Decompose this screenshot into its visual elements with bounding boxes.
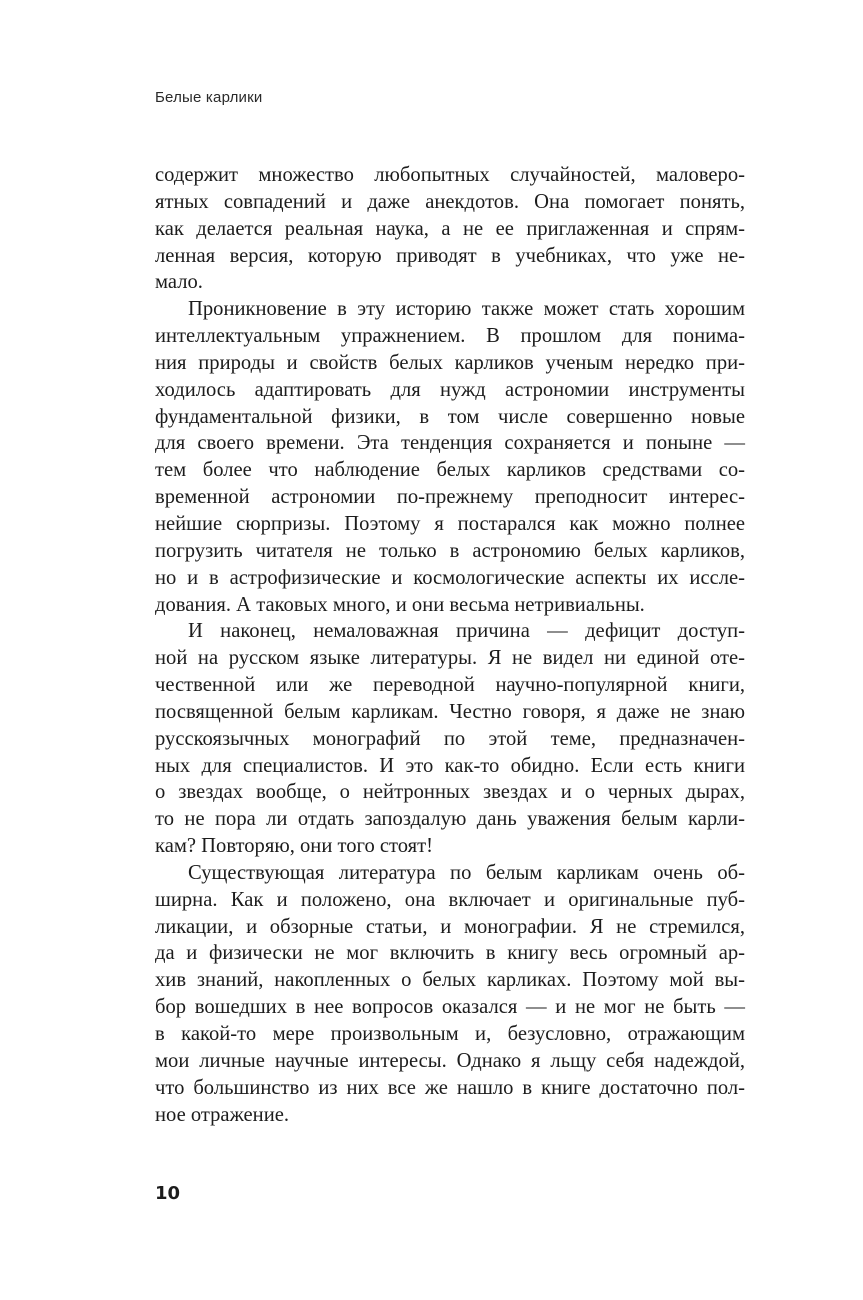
text-line: то не пора ли отдать запоздалую дань уважения белым карли- — [155, 808, 745, 831]
text-line: ликации, и обзорные статьи, и монографии. Я не стремился, — [155, 915, 745, 938]
text-line: что большинство из них все же нашло в книге достаточно пол- — [155, 1076, 745, 1099]
text-line: содержит множество любопытных случайностей, маловеро- — [155, 164, 745, 186]
text-line: ятных совпадений и даже анекдотов. Она помогает понять, — [155, 190, 745, 213]
text-line: хив знаний, накопленных о белых карликах. Поэтому мой вы- — [155, 969, 745, 992]
page-number: 10 — [155, 1183, 181, 1204]
text-line: мало. — [155, 271, 203, 294]
text-line: как делается реальная наука, а не ее приглаженная и спрям- — [155, 217, 745, 240]
text-line: русскоязычных монографий по этой теме, предназначен- — [155, 727, 745, 750]
text-line: Существующая литература по белым карликам очень об- — [188, 861, 745, 884]
text-line: кам? Повторяю, они того стоят! — [155, 835, 434, 858]
text-line: ходилось адаптировать для нужд астрономии инструменты — [155, 378, 745, 401]
text-line: в какой-то мере произвольным и, безусловно, отражающим — [155, 1023, 745, 1045]
text-line: ширна. Как и положено, она включает и оригинальные пуб- — [155, 888, 745, 911]
text-line: ния природы и свойств белых карликов ученым нередко при- — [155, 351, 745, 374]
text-line: И наконец, немаловажная причина — дефицит доступ- — [188, 620, 745, 643]
text-line: мои личные научные интересы. Однако я льщу себя надеждой, — [155, 1049, 745, 1072]
text-line: ной на русском языке литературы. Я не видел ни единой оте- — [155, 647, 745, 670]
text-line: ное отражение. — [155, 1103, 290, 1126]
running-head-title: Белые карлики — [155, 89, 263, 106]
text-line: но и в астрофизические и космологические аспекты их иссле- — [155, 566, 745, 589]
text-line: ленная версия, которую приводят в учебниках, что уже не- — [155, 244, 745, 267]
paragraph — [155, 618, 745, 860]
text-line: бор вошедших в нее вопросов оказался — и не мог не быть — — [155, 996, 745, 1019]
text-line: да и физически не мог включить в книгу весь огромный ар- — [155, 942, 745, 965]
text-line: для своего времени. Эта тенденция сохраняется и поныне — — [155, 432, 745, 455]
text-line: фундаментальной физики, в том числе совершенно новые — [155, 405, 745, 428]
paragraph — [155, 296, 745, 618]
text-line: дования. А таковых много, и они весьма нетривиальны. — [155, 593, 645, 616]
text-line: Проникновение в эту историю также может стать хорошим — [188, 298, 745, 321]
body-text — [155, 162, 745, 1128]
text-line: временной астрономии по-прежнему преподносит интерес- — [155, 486, 745, 509]
text-line: ных для специалистов. И это как-то обидно. Если есть книги — [155, 754, 745, 777]
paragraph — [155, 162, 745, 296]
text-line: тем более что наблюдение белых карликов средствами со- — [155, 459, 745, 482]
text-line: нейшие сюрпризы. Поэтому я постарался как можно полнее — [155, 512, 745, 535]
text-line: о звездах вообще, о нейтронных звездах и о черных дырах, — [155, 781, 745, 804]
text-line: посвященной белым карликам. Честно говоря, я даже не знаю — [155, 700, 745, 723]
text-line: чественной или же переводной научно-популярной книги, — [155, 674, 745, 697]
text-line: погрузить читателя не только в астрономию белых карликов, — [155, 539, 745, 562]
text-line: интеллектуальным упражнением. В прошлом для понима- — [155, 325, 745, 348]
paragraph — [155, 860, 745, 1128]
